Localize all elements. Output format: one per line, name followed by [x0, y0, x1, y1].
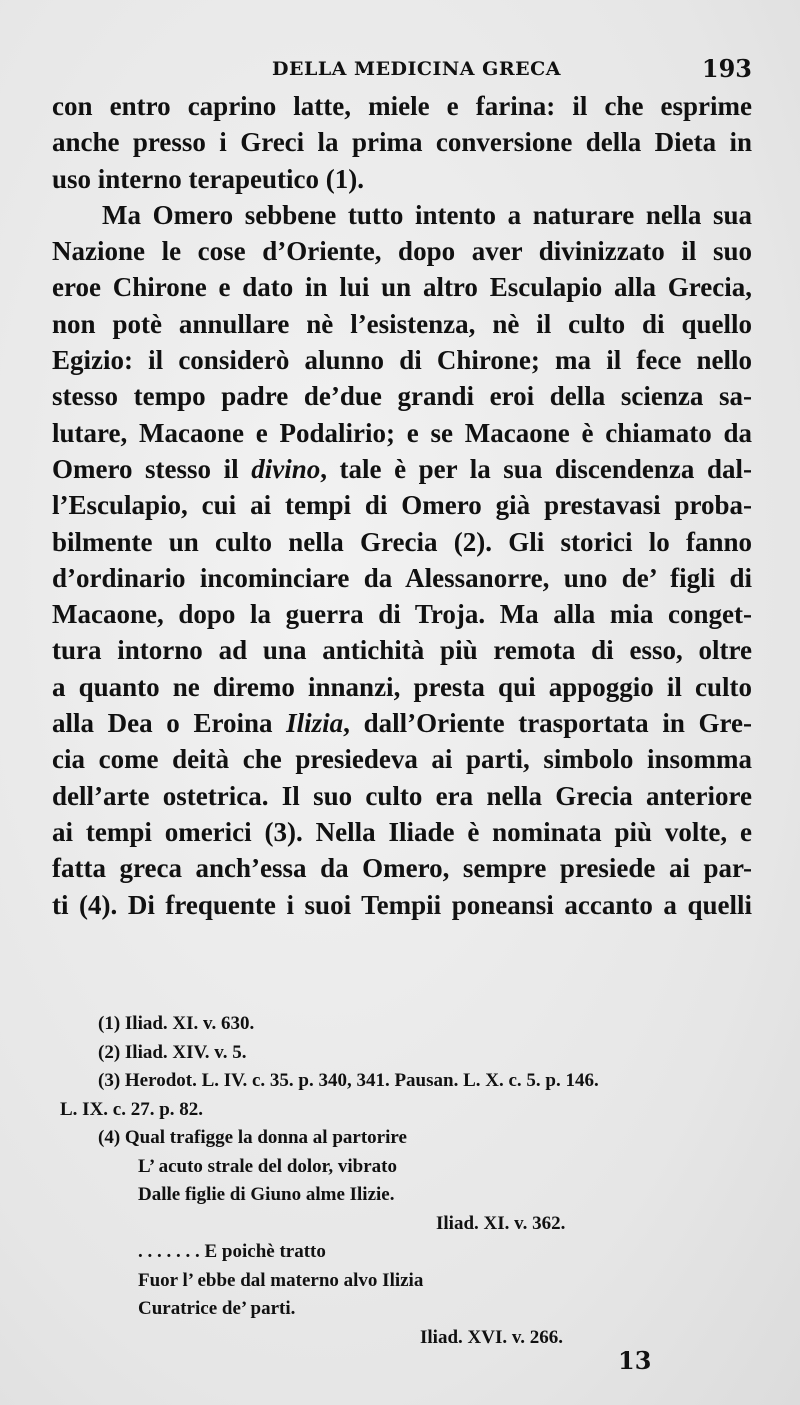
page-number: 193 — [701, 54, 752, 83]
footnote-4-verse-line: L’ acuto strale del dolor, vibrato — [138, 1155, 397, 1177]
footnote-1: (1) Iliad. XI. v. 630. — [98, 1013, 255, 1034]
text-line: Macaone, dopo la guerra di Troja. Ma alla mia conget- — [52, 599, 752, 630]
text-segment: Omero stesso il — [52, 453, 252, 484]
footnote-4-citation: Iliad. XI. v. 362. — [436, 1212, 566, 1234]
text-line: uso interno terapeutico (1). — [52, 163, 364, 194]
running-head: DELLA MEDICINA GRECA — [272, 58, 562, 80]
footnote-4-verse-line: Dalle figlie di Giuno alme Ilizie. — [138, 1184, 395, 1205]
footnote-4: (4) Qual trafigge la donna al partorire — [98, 1127, 407, 1148]
text-line: ai tempi omerici (3). Nella Iliade è nominata più volte, e — [52, 816, 752, 847]
text-segment: , tale è per la sua discendenza dal- — [320, 453, 752, 484]
footnote-2: (2) Iliad. XIV. v. 5. — [98, 1041, 247, 1063]
footnote-3: (3) Herodot. L. IV. c. 35. p. 340, 341. Pausan. L. X. c. 5. p. 146. — [98, 1070, 599, 1091]
text-line: bilmente un culto nella Grecia (2). Gli storici lo fanno — [52, 526, 752, 557]
body-text — [52, 88, 752, 923]
text-line: anche presso i Greci la prima conversione della Dieta in — [52, 127, 752, 158]
italic-term: divino — [251, 453, 321, 484]
footnote-4-verse-line: Curatrice de’ parti. — [138, 1298, 296, 1319]
footnotes — [60, 1010, 760, 1352]
text-line — [52, 451, 752, 487]
text-line: cia come deità che presiedeva ai parti, simbolo insomma — [52, 744, 752, 775]
text-line — [52, 705, 752, 741]
signature-mark: 13 — [618, 1346, 652, 1375]
text-segment: alla Dea o Eroina — [52, 708, 287, 739]
text-line: ti (4). Di frequente i suoi Tempii poneansi accanto a quelli — [52, 889, 752, 920]
text-line: con entro caprino latte, miele e farina: il che esprime — [52, 91, 752, 121]
text-line: tura intorno ad una antichità più remota di esso, oltre — [52, 635, 752, 666]
footnote-4-citation: Iliad. XVI. v. 266. — [420, 1326, 564, 1348]
page-header — [60, 54, 752, 84]
text-line: Egizio: il considerò alunno di Chirone; ma il fece nello — [52, 345, 752, 376]
text-line: Nazione le cose d’Oriente, dopo aver divinizzato il suo — [52, 236, 752, 267]
text-line: d’ordinario incominciare da Alessanorre, uno de’ figli di — [52, 562, 752, 593]
text-line: stesso tempo padre de’due grandi eroi della scienza sa- — [52, 381, 752, 412]
footnote-4-verse-line: Fuor l’ ebbe dal materno alvo Ilizia — [138, 1269, 424, 1291]
text-line: a quanto ne diremo innanzi, presta qui appoggio il culto — [52, 671, 752, 702]
text-line: dell’arte ostetrica. Il suo culto era nella Grecia anteriore — [52, 780, 752, 811]
italic-term: Ilizia — [286, 708, 344, 739]
footnote-4-verse-line: . . . . . . . E poichè tratto — [138, 1241, 326, 1262]
text-line: lutare, Macaone e Podalirio; e se Macaone è chiamato da — [52, 417, 752, 448]
text-segment: , dall’Oriente trasportata in Gre- — [343, 708, 752, 739]
text-line: eroe Chirone e dato in lui un altro Esculapio alla Grecia, — [52, 272, 752, 303]
text-line: Ma Omero sebbene tutto intento a naturare nella sua — [102, 199, 752, 230]
text-line: fatta greca anch’essa da Omero, sempre presiede ai par- — [52, 853, 752, 884]
footnote-3-continued: L. IX. c. 27. p. 82. — [60, 1098, 204, 1120]
text-line: non potè annullare nè l’esistenza, nè il culto di quello — [52, 308, 752, 339]
text-line: l’Esculapio, cui ai tempi di Omero già prestavasi proba- — [52, 490, 752, 521]
